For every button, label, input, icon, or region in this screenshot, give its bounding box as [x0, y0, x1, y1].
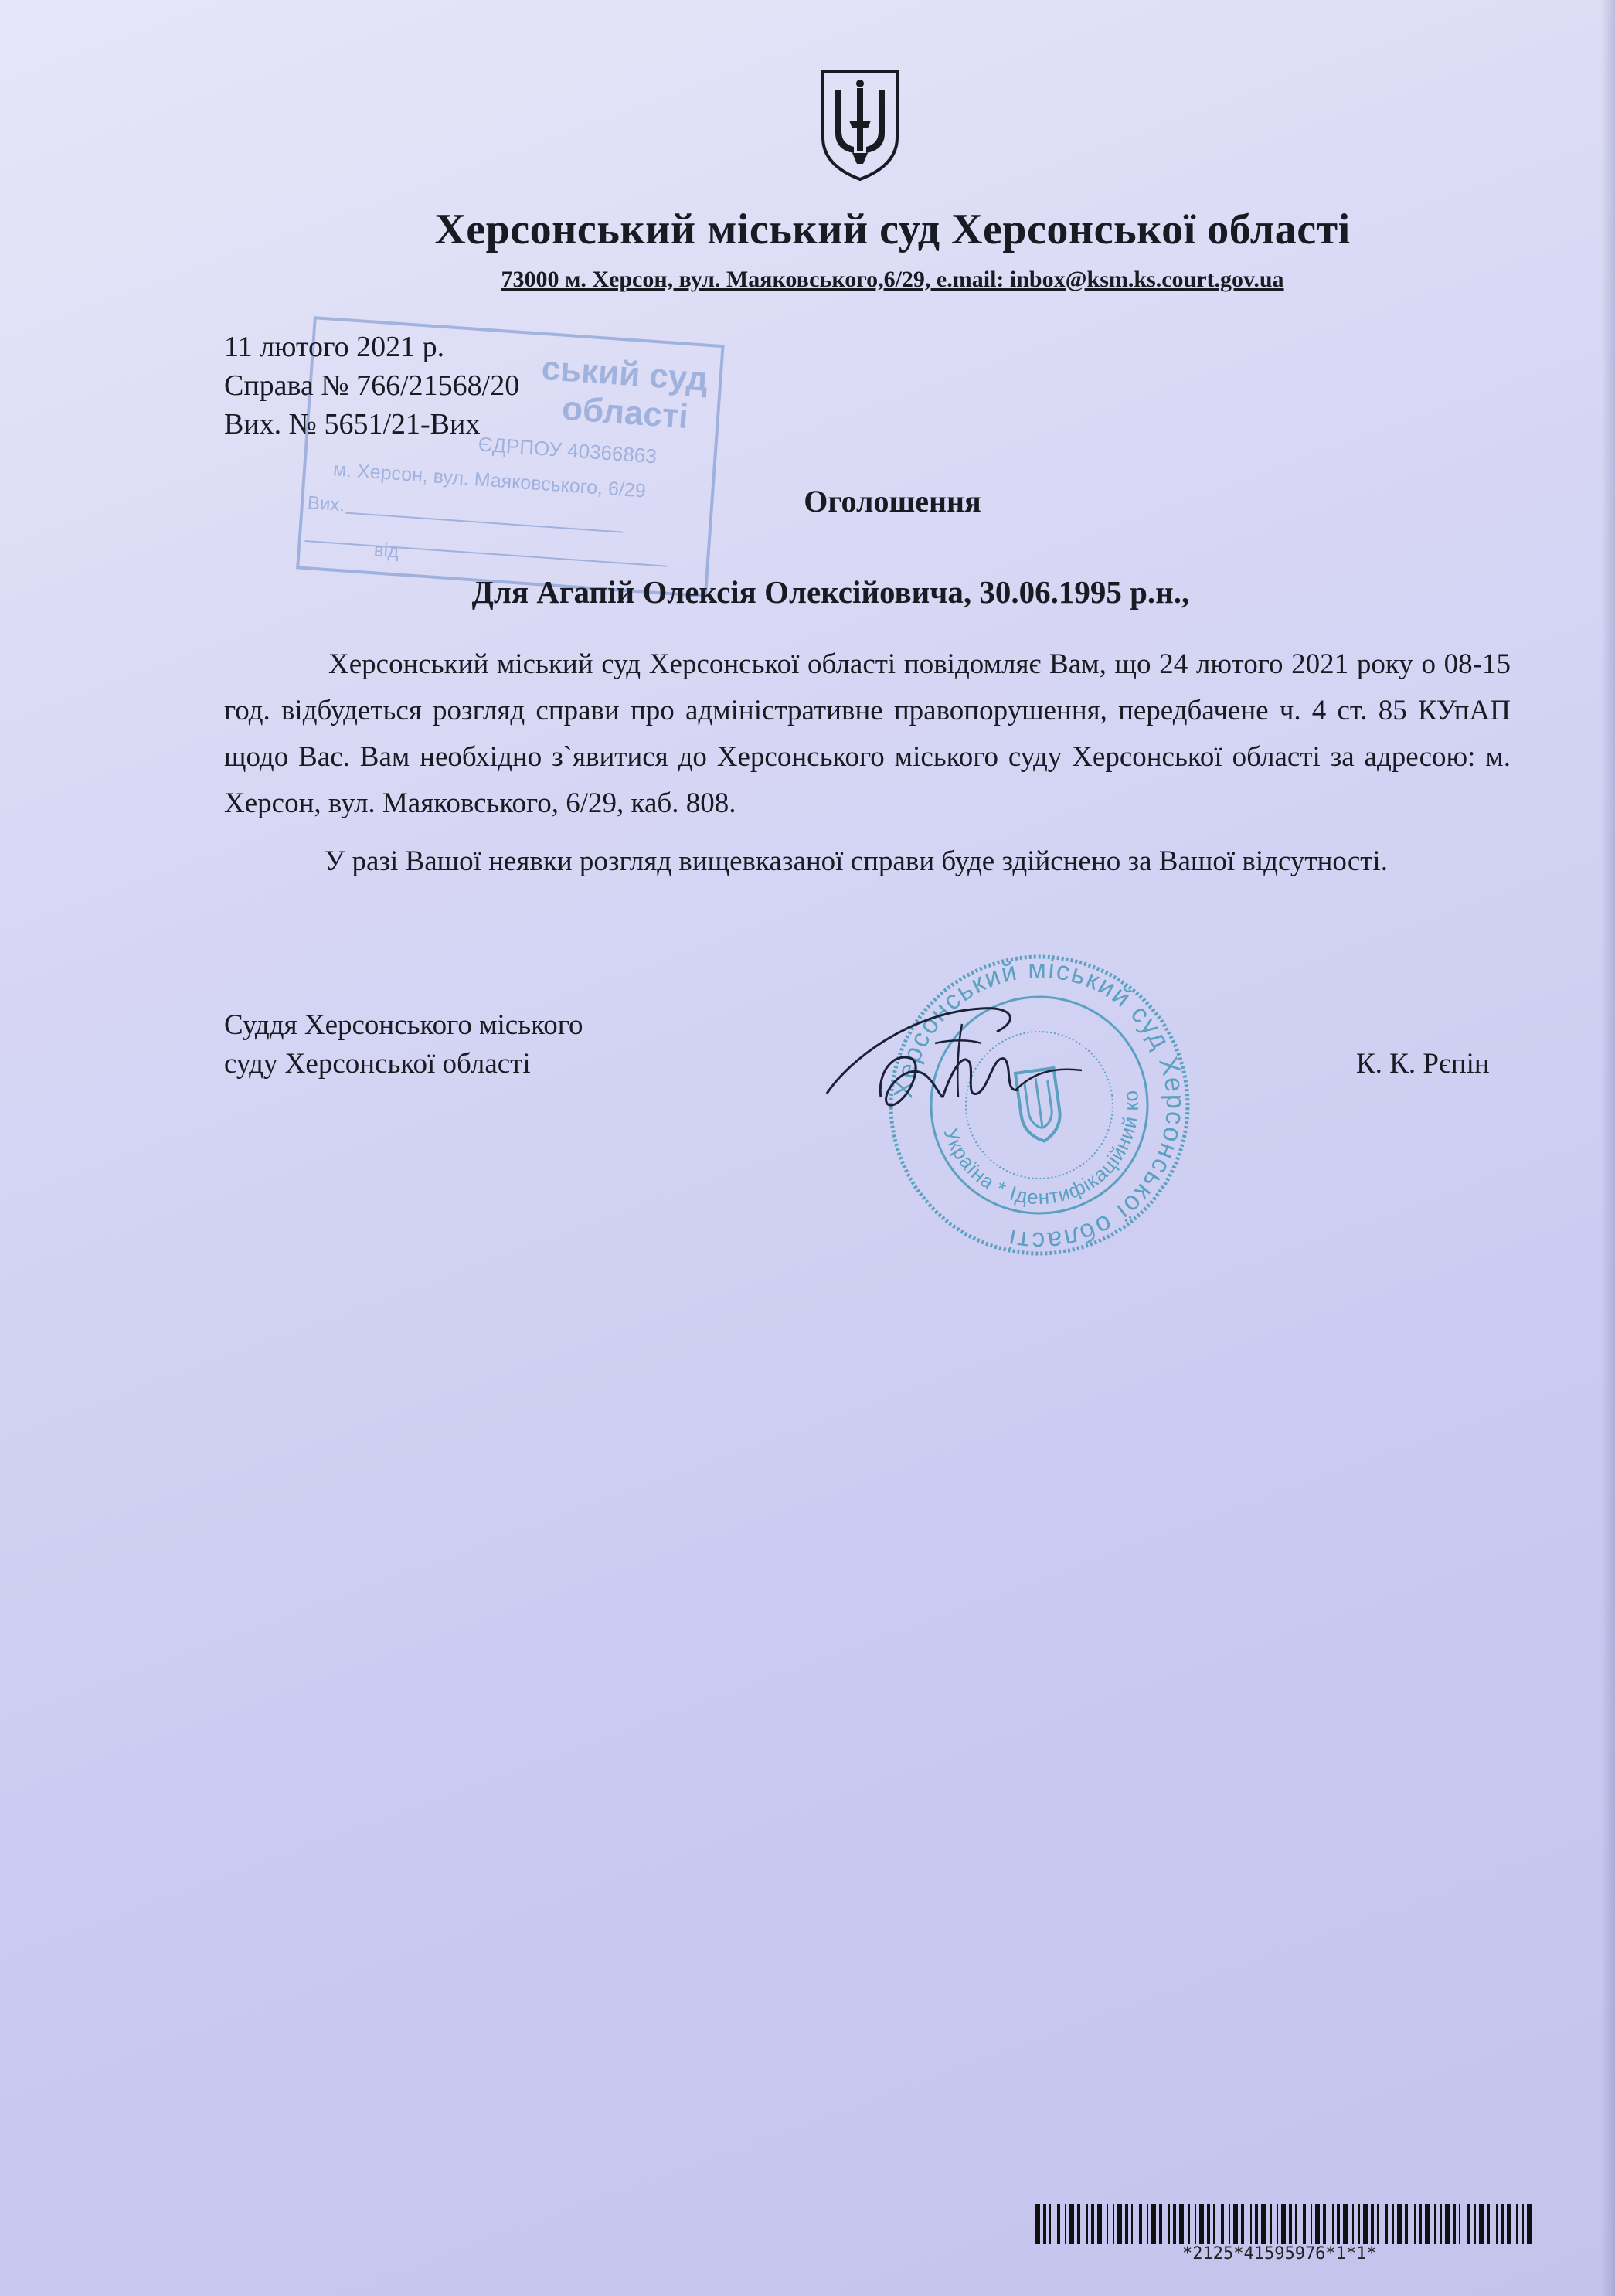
seal-outer-text: Херсонський міський суд Херсонської області: [888, 954, 1191, 1257]
stamp-line-1: ський суд: [540, 349, 709, 399]
seal-inner-text: Україна * Ідентифікаційний код: [939, 1089, 1144, 1209]
barcode-icon: [1035, 2204, 1534, 2244]
court-address-line: 73000 м. Херсон, вул. Маяковського,6/29, e.mail: inbox@ksm.ks.court.gov.ua: [501, 267, 1284, 292]
judge-name: К. К. Рєпін: [1356, 1048, 1490, 1080]
coat-of-arms-icon: [818, 66, 902, 182]
announcement-heading: Оголошення: [804, 484, 981, 519]
judge-position: [224, 1006, 583, 1083]
body-paragraph-2: У разі Вашої неявки розгляд вищевказаної справи буде здійснено за Вашої відсутності.: [325, 845, 1388, 877]
judge-position-line-1: Суддя Херсонського міського: [224, 1009, 583, 1041]
stamp-line-6: від: [373, 539, 400, 563]
stamp-line-2: області: [560, 389, 690, 437]
stamp-line-3: ЄДРПОУ 40366863: [477, 432, 658, 468]
barcode-number: *2125*41595976*1*1*: [1182, 2244, 1377, 2264]
outgoing-number: Вих. № 5651/21-Вих: [224, 408, 481, 440]
case-number: Справа № 766/21568/20: [224, 369, 520, 402]
judge-position-line-2: суду Херсонської області: [224, 1048, 531, 1080]
page-edge-shadow: [1601, 0, 1615, 2296]
stamp-line-4: м. Херсон, вул. Маяковського, 6/29: [332, 458, 647, 502]
body-paragraph-1: Херсонський міський суд Херсонської області повідомляє Вам, що 24 лютого 2021 року о 08-15 год. відбудеться розгляд справи про адміністративне правопорушення, передбачене ч. 4 ст. 85 КУпАП щодо Вас. Вам необхідно з`явитися до Херсонського міського суду Херсонської області за адресою: м. Херсон, вул. Маяковського, 6/29, каб. 808.: [224, 648, 1511, 819]
court-name-heading: Херсонський міський суд Херсонської області: [434, 206, 1351, 253]
handwritten-signature: [819, 997, 1097, 1128]
document-date: 11 лютого 2021 р.: [224, 331, 445, 363]
addressee-line: Для Агапій Олексія Олексійовича, 30.06.1995 р.н.,: [471, 574, 1190, 610]
stamp-line-5: Вих.: [307, 492, 345, 516]
